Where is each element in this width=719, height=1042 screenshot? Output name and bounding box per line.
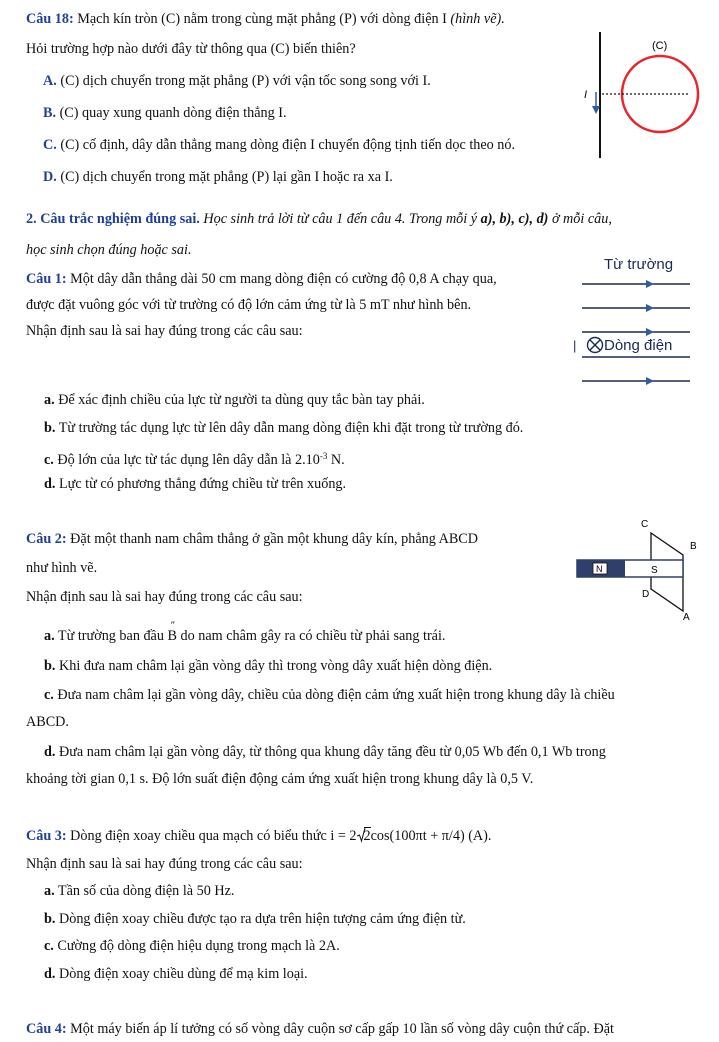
current-arrow-head	[592, 106, 600, 114]
label-a: A	[683, 612, 690, 623]
q18-option-d[interactable]	[43, 168, 393, 186]
statement-text: Từ trường tác dụng lực từ lên dây dẫn mang dòng điện khi đặt trong từ trường đó.	[55, 420, 524, 436]
q1-statement-c[interactable]	[44, 447, 345, 469]
q3-prompt: Nhận định sau là sai hay đúng trong các câu sau:	[26, 856, 303, 872]
statement-letter: a.	[44, 628, 55, 644]
q18-question: Hỏi trường hợp nào dưới đây từ thông qua (C) biến thiên?	[26, 41, 356, 57]
q18-option-b[interactable]	[43, 104, 287, 122]
q2-stem-2: như hình vẽ.	[26, 560, 98, 576]
statement-letter: a.	[44, 883, 55, 899]
statement-text: Dòng điện xoay chiều dùng để mạ kim loại.	[55, 966, 308, 982]
q3-statement-b[interactable]	[44, 910, 466, 928]
q2-statement-c-cont: ABCD.	[26, 714, 69, 730]
option-letter: C.	[43, 137, 57, 153]
q3-stem-line	[26, 827, 491, 845]
force-unit: N.	[327, 452, 345, 468]
q2-statement-d-cont: khoảng tời gian 0,1 s. Độ lớn suất điện động cảm ứng xuất hiện trong khung dây là 0,5 V.	[26, 771, 534, 787]
q18-stem-line	[26, 10, 505, 28]
statement-letter: d.	[44, 476, 56, 492]
q2-statement-b[interactable]	[44, 657, 492, 675]
label-c: C	[641, 519, 649, 530]
q18-option-a[interactable]	[43, 72, 431, 90]
q1-statement-b[interactable]	[44, 419, 523, 437]
statement-text: Độ lớn của lực từ tác dụng lên dây dẫn là	[53, 452, 295, 468]
q18-stem-italic: (hình vẽ).	[450, 11, 505, 27]
wire-mark: |	[573, 338, 577, 353]
q2-stem-line1	[26, 530, 478, 548]
statement-text: Để xác định chiều của lực từ người ta dùng quy tắc bàn tay phải.	[54, 392, 425, 408]
field-arrow-icon	[646, 280, 654, 288]
q3-formula-2: cos(100πt + π/4) (A).	[370, 828, 492, 844]
pole-n: N	[596, 564, 603, 574]
force-exponent: -3	[319, 451, 328, 461]
q2-stem-1: Đặt một thanh nam châm thẳng ở gần một khung dây kín, phẳng ABCD	[66, 531, 479, 547]
statement-text: do nam châm gây ra có chiều từ phải sang trái.	[176, 628, 446, 644]
statement-letter: c.	[44, 687, 54, 703]
q1-stem-1: Một dây dẫn thẳng dài 50 cm mang dòng điện có cường độ 0,8 A chạy qua,	[66, 271, 497, 287]
field-arrow-icon	[646, 377, 654, 385]
q1-statement-a[interactable]	[44, 391, 425, 409]
q2-statement-a[interactable]	[44, 620, 446, 645]
label-d: D	[642, 589, 650, 600]
option-text: (C) dịch chuyển trong mặt phẳng (P) với vận tốc song song với I.	[56, 73, 431, 89]
statement-letter: d.	[44, 744, 56, 760]
pole-s: S	[651, 565, 658, 576]
q2-statement-d[interactable]	[44, 743, 606, 761]
q2-number: Câu 2:	[26, 531, 67, 547]
q4-stem-line	[26, 1020, 614, 1038]
q2-prompt: Nhận định sau là sai hay đúng trong các câu sau:	[26, 589, 303, 605]
q1-number: Câu 1:	[26, 271, 67, 287]
statement-text: Cường độ dòng điện hiệu dụng trong mạch là 2A.	[53, 938, 340, 954]
statement-letter: b.	[44, 420, 56, 436]
option-text: (C) quay xung quanh dòng điện thẳng I.	[56, 105, 287, 121]
statement-letter: c.	[44, 938, 54, 954]
label-b: B	[690, 541, 697, 552]
q1-figure	[570, 252, 700, 392]
statement-letter: d.	[44, 966, 56, 982]
option-text: (C) dịch chuyển trong mặt phẳng (P) lại gần I hoặc ra xa I.	[56, 169, 393, 185]
statement-text: Đưa nam châm lại gần vòng dây, chiều của dòng điện cảm ứng xuất hiện trong khung dây là chiều	[53, 687, 615, 703]
section2-instruction-2: ở mỗi câu,	[548, 211, 612, 227]
option-letter: B.	[43, 105, 57, 121]
q18-number: Câu 18:	[26, 11, 74, 27]
q18-figure	[580, 30, 710, 160]
field-arrow-icon	[646, 328, 654, 336]
section2-title-line	[26, 210, 612, 228]
q1-stem-2: được đặt vuông góc với từ trường có độ lớn cảm ứng từ là 5 mT như hình bên.	[26, 297, 472, 313]
current-label: I	[584, 89, 588, 101]
circle-label: (C)	[652, 40, 668, 52]
statement-text: Khi đưa nam châm lại gần vòng dây thì trong vòng dây xuất hiện dòng điện.	[55, 658, 493, 674]
q2-statement-c[interactable]	[44, 686, 615, 704]
statement-letter: a.	[44, 392, 55, 408]
statement-text: Tần số của dòng điện là 50 Hz.	[54, 883, 235, 899]
statement-text: Dòng điện xoay chiều được tạo ra dựa trên hiện tượng cảm ứng điện từ.	[55, 911, 466, 927]
q4-stem: Một máy biến áp lí tưởng có số vòng dây cuộn sơ cấp gấp 10 lần số vòng dây cuộn thứ cấp. Đặt	[66, 1021, 614, 1037]
q3-statement-d[interactable]	[44, 965, 308, 983]
statement-text: Lực từ có phương thẳng đứng chiều từ trên xuống.	[55, 476, 347, 492]
sqrt-symbol	[357, 827, 371, 845]
field-label: Từ trường	[604, 256, 674, 273]
q3-statement-a[interactable]	[44, 882, 234, 900]
q2-figure	[565, 515, 705, 625]
option-letter: D.	[43, 169, 57, 185]
statement-letter: b.	[44, 911, 56, 927]
section2-instruction-1: Học sinh trả lời từ câu 1 đến câu 4. Trong mỗi ý	[199, 211, 481, 227]
option-letter: A.	[43, 73, 57, 89]
field-arrow-icon	[646, 304, 654, 312]
statement-text: Từ trường ban đầu	[54, 628, 168, 644]
q18-option-c[interactable]	[43, 136, 515, 154]
option-text: (C) cố định, dây dẫn thẳng mang dòng điện I chuyển động tịnh tiến dọc theo nó.	[56, 137, 516, 153]
statement-letter: b.	[44, 658, 56, 674]
statement-text: Đưa nam châm lại gần vòng dây, từ thông qua khung dây tăng đều từ 0,05 Wb đến 0,1 Wb trong	[55, 744, 606, 760]
q3-number: Câu 3:	[26, 828, 67, 844]
q3-formula-1: i = 2	[330, 828, 357, 844]
vector-symbol: B	[167, 628, 177, 644]
statement-letter: c.	[44, 452, 54, 468]
q1-prompt: Nhận định sau là sai hay đúng trong các câu sau:	[26, 323, 303, 339]
sqrt-value: 2	[363, 828, 371, 844]
q4-number: Câu 4:	[26, 1021, 67, 1037]
magnet-end	[577, 560, 583, 577]
current-label: Dòng điện	[604, 337, 673, 354]
vector-b: ″ B	[167, 620, 177, 644]
force-value: 2.10	[295, 452, 320, 468]
section2-title: 2. Câu trắc nghiệm đúng sai.	[26, 211, 200, 227]
section2-instruction-marks: a), b), c), d)	[480, 211, 549, 227]
q18-stem: Mạch kín tròn (C) nằm trong cùng mặt phẳng (P) với dòng điện I	[73, 11, 451, 27]
section2-instruction-line2: học sinh chọn đúng hoặc sai.	[26, 242, 192, 258]
q1-statement-d[interactable]	[44, 475, 346, 493]
q3-statement-c[interactable]	[44, 937, 340, 955]
q1-stem-line1	[26, 270, 497, 288]
q3-stem: Dòng điện xoay chiều qua mạch có biểu thức	[66, 828, 331, 844]
